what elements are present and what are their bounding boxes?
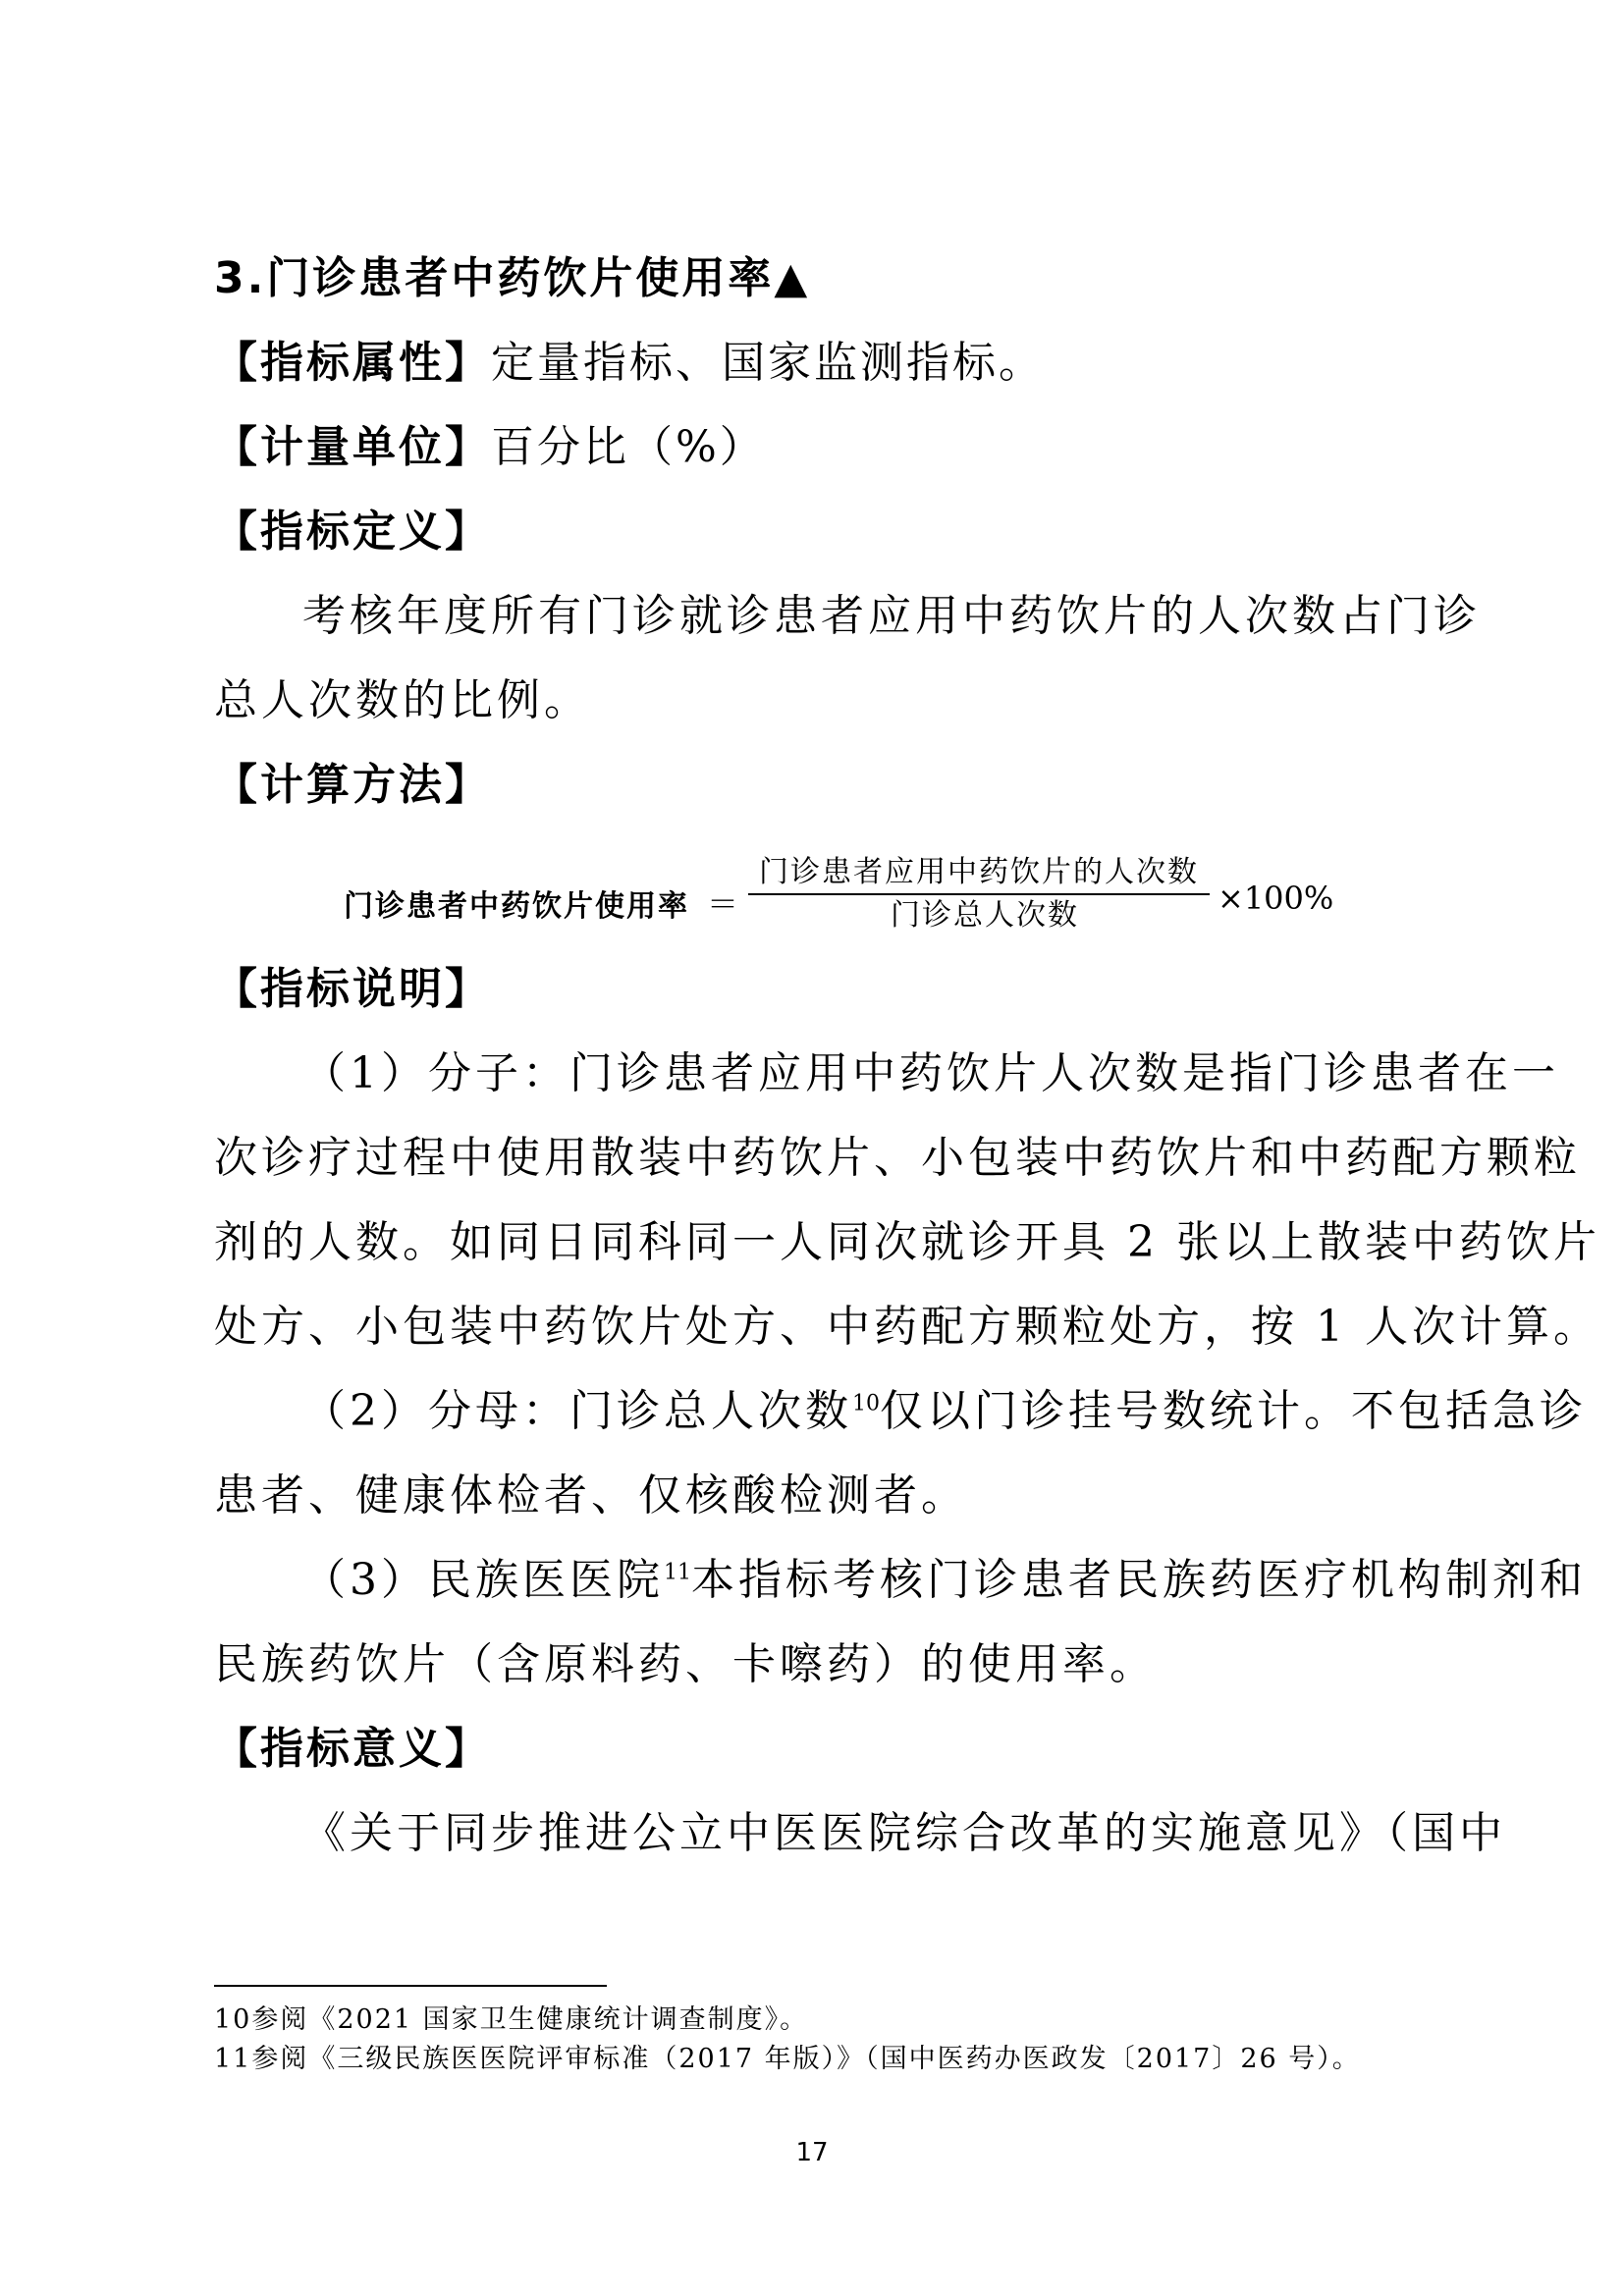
unit-value: 百分比（%） (491, 422, 766, 472)
significance-label: 【指标意义】 (214, 1724, 491, 1774)
attribute-row (214, 334, 1045, 393)
attribute-value: 定量指标、国家监测指标。 (491, 338, 1045, 388)
footnote-11: 11参阅《三级民族医医院评审标准（2017 年版）》（国中医药办医政发〔2017〕26 号）。 (214, 2044, 1361, 2074)
footnote-10: 10参阅《2021 国家卫生健康统计调查制度》。 (214, 2004, 809, 2035)
notes-p3-line-2: 民族药饮片（含原料药、卡嚓药）的使用率。 (214, 1639, 1157, 1689)
method-label: 【计算方法】 (214, 760, 491, 810)
notes-p2-line-2: 患者、健康体检者、仅核酸检测者。 (214, 1470, 968, 1521)
formula-lhs: 门诊患者中药饮片使用率 (344, 889, 689, 924)
definition-line-1: 考核年度所有门诊就诊患者应用中药饮片的人次数占门诊 (302, 591, 1481, 641)
notes-p2-line-1 (302, 1382, 1587, 1441)
footnote-divider (214, 1985, 607, 1987)
section-heading: 3.门诊患者中药饮片使用率▲ (214, 253, 811, 303)
formula-multiplier: ×100% (1218, 880, 1334, 917)
footnote-ref-10: 10 (852, 1391, 880, 1416)
definition-label: 【指标定义】 (214, 507, 491, 557)
formula-fraction (748, 852, 1210, 936)
significance-line-1: 《关于同步推进公立中医医院综合改革的实施意见》（国中 (302, 1808, 1506, 1858)
notes-p2-text-a: （2）分母：门诊总人次数 (302, 1386, 852, 1436)
notes-p3-text-a: （3）民族医医院 (302, 1555, 664, 1605)
formula-equals: ＝ (707, 885, 739, 923)
unit-row (214, 418, 766, 477)
formula-numerator: 门诊患者应用中药饮片的人次数 (759, 855, 1199, 889)
unit-label: 【计量单位】 (214, 422, 491, 472)
notes-label: 【指标说明】 (214, 964, 491, 1014)
notes-p1-line-4: 处方、小包装中药饮片处方、中药配方颗粒处方，按 1 人次计算。 (214, 1302, 1600, 1352)
page-number: 17 (795, 2138, 829, 2167)
notes-p1-line-3: 剂的人数。如同日同科同一人同次就诊开具 2 张以上散装中药饮片 (214, 1217, 1600, 1267)
footnote-ref-11: 11 (664, 1560, 691, 1585)
attribute-label: 【指标属性】 (214, 338, 491, 388)
notes-p2-text-b: 仅以门诊挂号数统计。不包括急诊 (880, 1386, 1587, 1436)
formula (344, 852, 1334, 950)
definition-line-2: 总人次数的比例。 (214, 675, 591, 725)
notes-p3-line-1 (302, 1551, 1587, 1610)
formula-denominator: 门诊总人次数 (891, 898, 1079, 933)
notes-p1-line-2: 次诊疗过程中使用散装中药饮片、小包装中药饮片和中药配方颗粒 (214, 1133, 1581, 1183)
notes-p3-text-b: 本指标考核门诊患者民族药医疗机构制剂和 (691, 1555, 1587, 1605)
notes-p1-line-1: （1）分子：门诊患者应用中药饮片人次数是指门诊患者在一 (302, 1048, 1559, 1098)
